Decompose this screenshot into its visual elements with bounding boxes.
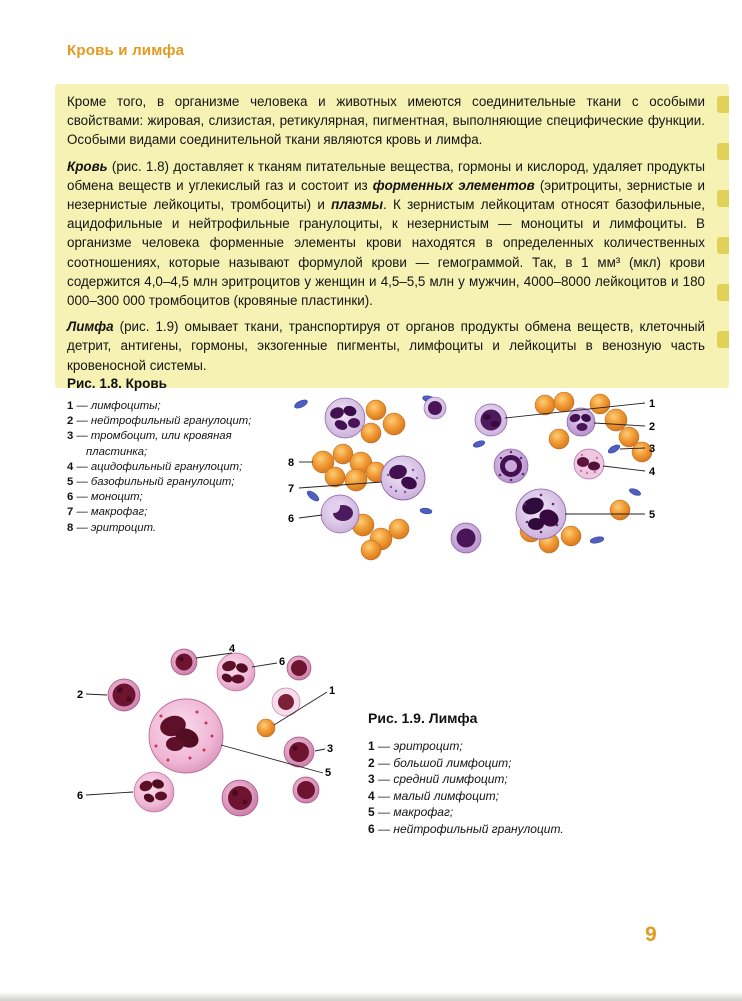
edge-tab bbox=[717, 143, 729, 160]
callout-6b: 6 bbox=[77, 790, 84, 802]
legend-number: 8 bbox=[67, 521, 74, 534]
callout-2: 2 bbox=[649, 421, 656, 433]
legend-item-basophil bbox=[67, 475, 259, 490]
legend-number: 2 bbox=[67, 415, 74, 428]
legend-number: 1 bbox=[368, 739, 375, 753]
macrophage-cell bbox=[381, 456, 425, 500]
callout-5: 5 bbox=[649, 509, 656, 521]
callout-6: 6 bbox=[279, 656, 286, 668]
small-lymphocyte-top-right bbox=[287, 656, 311, 680]
legend-number: 2 bbox=[368, 755, 375, 770]
legend-number: 7 bbox=[67, 506, 74, 519]
legend-item-small-lymphocyte bbox=[368, 788, 608, 805]
legend-text: — нейтрофильный гранулоцит; bbox=[76, 415, 252, 428]
fig-1-9-legend bbox=[368, 738, 608, 838]
callout-5: 5 bbox=[325, 767, 332, 779]
edge-tab bbox=[717, 331, 729, 348]
basophil-granulocyte-cell bbox=[494, 449, 528, 483]
paragraph-blood bbox=[67, 157, 705, 311]
large-lymphocyte bbox=[108, 679, 140, 711]
blood-text-1: (рис. 1.8) доставляет к тканям питательные вещества, гормоны и кислород, удаляет продукты обмена веществ и углекислый газ и состоит из bbox=[67, 158, 705, 193]
edge-tab bbox=[717, 284, 729, 301]
paragraph-connective-tissue: Кроме того, в организме человека и животных имеются соединительные ткани с особыми свойствами: жировая, слизистая, ретикулярная, пигментная, выполняющие специфические функции. Особыми видами соединительной ткани являются кровь и лимфа. bbox=[67, 94, 705, 148]
neutrophil-granulocyte-cell-2 bbox=[567, 408, 595, 436]
callout-6: 6 bbox=[288, 513, 295, 525]
legend-text: — ацидофильный гранулоцит; bbox=[76, 460, 243, 473]
callout-1: 1 bbox=[649, 398, 656, 410]
legend-item-large-lymphocyte bbox=[368, 755, 608, 772]
lymphocyte-bottom bbox=[222, 780, 258, 816]
legend-text: — макрофаг; bbox=[76, 506, 148, 519]
macrophage-large bbox=[149, 699, 223, 773]
legend-text: — средний лимфоцит; bbox=[378, 772, 508, 787]
legend-item-monocyte bbox=[67, 490, 259, 505]
legend-number: 6 bbox=[67, 491, 74, 504]
edge-tab bbox=[717, 190, 729, 207]
neutrophil-granulocyte-cell bbox=[325, 398, 365, 438]
paragraph-lymph bbox=[67, 317, 705, 375]
fig-1-8-legend bbox=[67, 399, 259, 536]
edge-tab bbox=[717, 237, 729, 254]
legend-item-erythrocyte bbox=[368, 738, 608, 755]
legend-item-acidophil bbox=[67, 460, 259, 475]
term-plasma: плазмы bbox=[331, 197, 384, 213]
legend-number: 6 bbox=[368, 821, 375, 836]
callout-3: 3 bbox=[327, 743, 334, 755]
intro-highlight-block bbox=[55, 84, 729, 388]
neutrophil-granulocyte-top bbox=[217, 653, 255, 691]
legend-item-lymphocytes bbox=[67, 399, 259, 414]
legend-number: 5 bbox=[67, 476, 74, 489]
legend-text: — макрофаг; bbox=[378, 805, 454, 820]
fig-1-9-illustration bbox=[66, 638, 358, 840]
monocyte-cell bbox=[321, 495, 359, 533]
legend-text: — малый лимфоцит; bbox=[378, 788, 499, 803]
legend-number: 3 bbox=[368, 772, 375, 787]
legend-text: — нейтрофильный гранулоцит. bbox=[378, 821, 564, 836]
lymphocyte-cell bbox=[475, 404, 507, 436]
term-formed-elements: форменных элементов bbox=[372, 177, 535, 193]
legend-text: — базофильный гранулоцит; bbox=[76, 476, 235, 489]
small-lymphocyte-bottom-right bbox=[293, 777, 319, 803]
legend-number: 5 bbox=[368, 805, 375, 820]
page-number: 9 bbox=[645, 923, 657, 946]
legend-text: — эритроцит; bbox=[378, 739, 463, 753]
callout-4: 4 bbox=[649, 466, 656, 478]
legend-item-platelet bbox=[67, 429, 259, 459]
callout-2: 2 bbox=[77, 689, 84, 701]
legend-item-macrophage bbox=[368, 804, 608, 821]
legend-item-erythrocyte bbox=[67, 521, 259, 536]
lymph-text-1: (рис. 1.9) омывает ткани, транспортируя от органов продукты обмена веществ, клеточный детрит, антигены, гормоны, экзогенные пигменты, лимфоциты и лейкоциты в венозную часть кровеносной системы. bbox=[67, 319, 705, 373]
legend-number: 3 bbox=[67, 430, 74, 443]
macrophage-cell-large bbox=[516, 489, 566, 539]
legend-item-neutrophil bbox=[67, 414, 259, 429]
legend-number: 4 bbox=[67, 460, 74, 473]
legend-text: — лимфоциты; bbox=[76, 400, 161, 412]
blood-text-2: (эритроциты, зернистые и незернистые лейкоциты, тромбоциты) и bbox=[67, 177, 705, 213]
fig-1-8-illustration bbox=[283, 392, 695, 570]
medium-lymphocyte bbox=[284, 737, 314, 767]
page-bottom-edge bbox=[0, 992, 742, 1001]
legend-text: — тромбоцит, или кровяная пластинка; bbox=[76, 430, 232, 458]
legend-number: 1 bbox=[67, 400, 74, 412]
blood-text-3: . К зернистым лейкоцитам относят базофильные, ацидофильные и нейтрофильные гранулоциты, к незернистым — моноциты и лимфоциты. В организме человека форменные элементы крови находятся в определенных количественных соотношениях, которые называют формулой крови — гемограммой. Так, в 1 мм³ (мкл) крови содержится 4,0–4,5 млн эритроцитов у женщин и 4,5–5,5 млн у мужчин, 4000–8000 лейкоцитов и 180 000–300 000 тромбоцитов (кровяные пластинки). bbox=[67, 197, 705, 309]
term-lymph: Лимфа bbox=[67, 319, 114, 335]
erythrocyte-cell bbox=[257, 719, 275, 737]
neutrophil-granulocyte-bottom bbox=[134, 772, 174, 812]
callout-1: 1 bbox=[329, 685, 336, 697]
small-lymphocyte-cell bbox=[424, 397, 446, 419]
legend-text: — моноцит; bbox=[76, 491, 143, 504]
term-blood: Кровь bbox=[67, 158, 108, 174]
legend-text: — эритроцит. bbox=[76, 521, 157, 534]
lymphocyte-cell-bottom bbox=[451, 523, 481, 553]
legend-item-macrophage bbox=[67, 505, 259, 520]
callout-4: 4 bbox=[229, 643, 236, 655]
legend-item-neutrophil bbox=[368, 821, 608, 838]
legend-item-medium-lymphocyte bbox=[368, 771, 608, 788]
legend-text: — большой лимфоцит; bbox=[378, 755, 512, 770]
edge-tab bbox=[717, 96, 729, 113]
small-lymphocyte-top bbox=[171, 649, 197, 675]
fig-1-9-caption: Рис. 1.9. Лимфа bbox=[368, 710, 478, 726]
acidophil-granulocyte-cell bbox=[574, 449, 604, 479]
chapter-title: Кровь и лимфа bbox=[67, 42, 185, 59]
fig-1-8-caption: Рис. 1.8. Кровь bbox=[67, 376, 167, 391]
callout-7: 7 bbox=[288, 483, 295, 495]
callout-8: 8 bbox=[288, 457, 295, 469]
legend-number: 4 bbox=[368, 788, 375, 803]
callout-3: 3 bbox=[649, 443, 656, 455]
